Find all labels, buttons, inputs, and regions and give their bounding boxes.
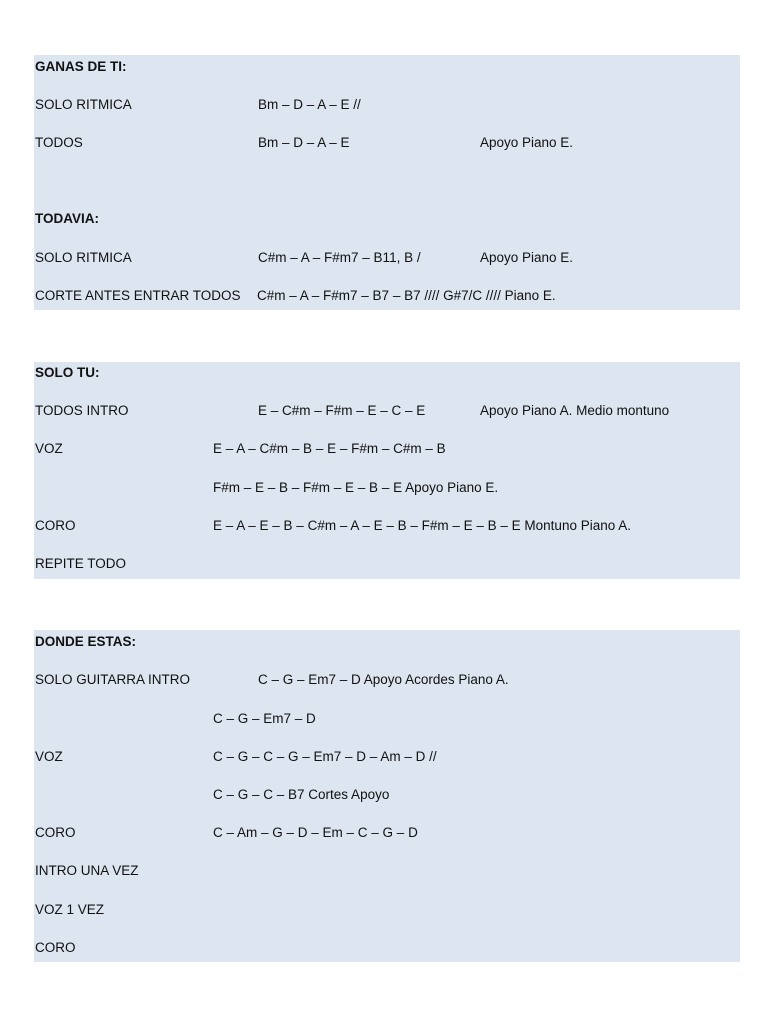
row-label: VOZ: [35, 441, 63, 456]
song-title-solo-tu: SOLO TU:: [35, 365, 100, 380]
row-chords: F#m – E – B – F#m – E – B – E Apoyo Piano E.: [213, 480, 499, 495]
row-label: CORO: [35, 940, 76, 955]
row-note: Apoyo Piano E.: [480, 135, 574, 150]
row-label: VOZ 1 VEZ: [35, 902, 105, 917]
row-chords: Bm – D – A – E: [258, 135, 350, 150]
song-title-ganas-de-ti: GANAS DE TI:: [35, 59, 127, 74]
section-block-2: [34, 362, 740, 579]
row-label: TODOS INTRO: [35, 403, 129, 418]
row-label: SOLO GUITARRA INTRO: [35, 672, 191, 687]
row-label: CORO: [35, 518, 76, 533]
row-label: VOZ: [35, 749, 63, 764]
row-label: CORTE ANTES ENTRAR TODOS: [35, 288, 241, 303]
row-chords: E – A – C#m – B – E – F#m – C#m – B: [213, 441, 446, 456]
row-chords: E – C#m – F#m – E – C – E: [258, 403, 426, 418]
row-chords: C – Am – G – D – Em – C – G – D: [213, 825, 418, 840]
row-label: SOLO RITMICA: [35, 250, 132, 265]
row-chords: C#m – A – F#m7 – B7 – B7 //// G#7/C //// Piano E.: [257, 288, 556, 303]
row-chords: E – A – E – B – C#m – A – E – B – F#m – E – B – E Montuno Piano A.: [213, 518, 631, 533]
section-block-1: [34, 55, 740, 310]
row-label: TODOS: [35, 135, 83, 150]
row-chords: C – G – Em7 – D Apoyo Acordes Piano A.: [258, 672, 509, 687]
row-chords: C – G – C – G – Em7 – D – Am – D //: [213, 749, 437, 764]
row-label: REPITE TODO: [35, 556, 127, 571]
song-title-todavia: TODAVIA:: [35, 211, 99, 226]
row-chords: C – G – C – B7 Cortes Apoyo: [213, 787, 390, 802]
row-chords: Bm – D – A – E //: [258, 97, 361, 112]
row-label: CORO: [35, 825, 76, 840]
row-note: Apoyo Piano E.: [480, 250, 574, 265]
row-label: INTRO UNA VEZ: [35, 863, 139, 878]
song-title-donde-estas: DONDE ESTAS:: [35, 634, 137, 649]
row-chords: C#m – A – F#m7 – B11, B /: [258, 250, 421, 265]
row-label: SOLO RITMICA: [35, 97, 132, 112]
row-note: Apoyo Piano A. Medio montuno: [480, 403, 670, 418]
row-chords: C – G – Em7 – D: [213, 711, 316, 726]
